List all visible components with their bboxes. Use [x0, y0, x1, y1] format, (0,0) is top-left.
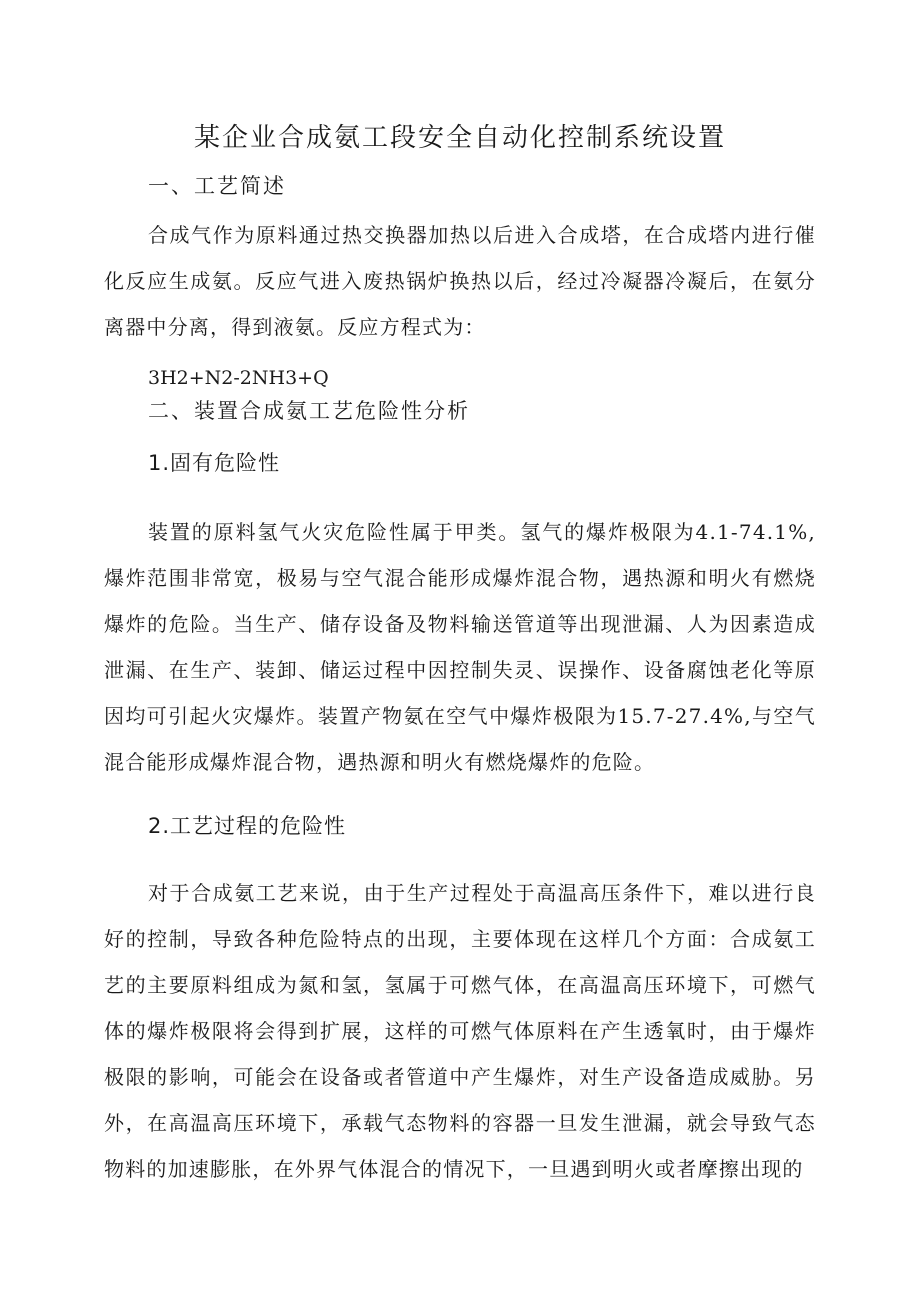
section-1-heading: 一、工艺简述	[148, 174, 286, 198]
subsection-1-paragraph: 装置的原料氢气火灾危险性属于甲类。氢气的爆炸极限为4.1-74.1%,爆炸范围非常宽，极易与空气混合能形成爆炸混合物，遇热源和明火有燃烧爆炸的危险。当生产、储存设备及物料输送管道等出现泄漏、人为因素造成泄漏、在生产、装卸、储运过程中因控制失灵、误操作、设备腐蚀老化等原因均可引起火灾爆炸。装置产物氨在空气中爆炸极限为15.7-27.4%,与空气混合能形成爆炸混合物，遇热源和明火有燃烧爆炸的危险。	[104, 520, 816, 774]
subsection-2-heading	[148, 810, 346, 842]
subsection-2-title: 工艺过程的危险性	[170, 814, 347, 838]
document-title: 某企业合成氨工段安全自动化控制系统设置	[193, 123, 726, 153]
reaction-formula: 3H2+N2-2NH3+Q	[148, 367, 329, 389]
subsection-1-heading	[148, 447, 280, 479]
section-2-heading: 二、装置合成氨工艺危险性分析	[148, 399, 470, 423]
subsection-1-number: 1.	[148, 451, 171, 475]
subsection-2-paragraph: 对于合成氨工艺来说，由于生产过程处于高温高压条件下，难以进行良好的控制，导致各种危险特点的出现，主要体现在这样几个方面：合成氨工艺的主要原料组成为氮和氢，氢属于可燃气体，在高温高压环境下，可燃气体的爆炸极限将会得到扩展，这样的可燃气体原料在产生透氧时，由于爆炸极限的影响，可能会在设备或者管道中产生爆炸，对生产设备造成威胁。另外，在高温高压环境下，承载气态物料的容器一旦发生泄漏，就会导致气态物料的加速膨胀，在外界气体混合的情况下，一旦遇到明火或者摩擦出现的	[104, 881, 816, 1181]
subsection-1-title: 固有危险性	[170, 451, 281, 475]
subsection-2-number: 2.	[148, 814, 171, 838]
section-1-paragraph: 合成气作为原料通过热交换器加热以后进入合成塔，在合成塔内进行催化反应生成氨。反应气进入废热锅炉换热以后，经过冷凝器冷凝后，在氨分离器中分离，得到液氨。反应方程式为：	[104, 223, 816, 339]
